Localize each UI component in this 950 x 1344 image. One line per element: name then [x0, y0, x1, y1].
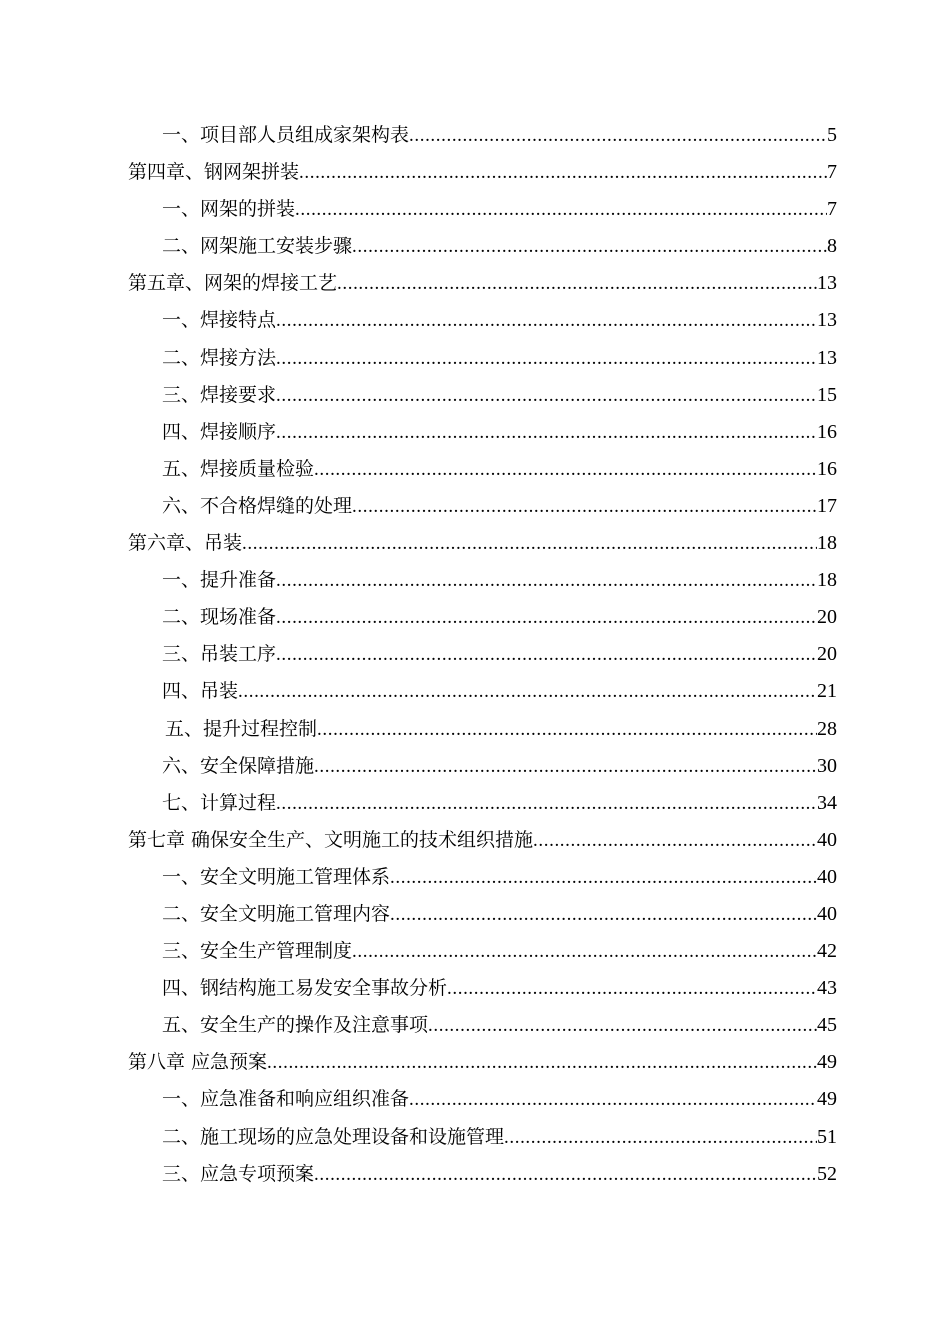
- toc-entry-title: 第七章 确保安全生产、文明施工的技术组织措施: [128, 828, 534, 851]
- toc-dot-leader: [533, 822, 817, 859]
- toc-page-number: 18: [817, 532, 837, 555]
- toc-page-number: 43: [817, 977, 837, 1000]
- toc-entry-title: 三、吊装工序: [162, 643, 277, 666]
- toc-page-number: 40: [817, 828, 837, 851]
- toc-dot-leader: [390, 896, 817, 933]
- toc-entry-title: 二、安全文明施工管理内容: [162, 902, 391, 925]
- toc-entry[interactable]: [128, 785, 837, 822]
- toc-dot-leader: [276, 340, 817, 377]
- table-of-contents: [128, 117, 837, 1193]
- toc-entry[interactable]: [128, 265, 837, 302]
- toc-entry-title: 五、提升过程控制: [165, 717, 318, 740]
- toc-entry-title: 一、安全文明施工管理体系: [162, 865, 391, 888]
- toc-page-number: 13: [817, 309, 837, 332]
- toc-entry[interactable]: [128, 599, 837, 636]
- toc-entry-title: 三、应急专项预案: [162, 1162, 315, 1185]
- toc-entry[interactable]: [128, 117, 837, 154]
- toc-page-number: 49: [817, 1051, 837, 1074]
- toc-page-number: 34: [817, 791, 837, 814]
- toc-entry[interactable]: [128, 1156, 837, 1193]
- toc-entry-title: 三、安全生产管理制度: [162, 940, 353, 963]
- toc-page-number: 15: [817, 383, 837, 406]
- toc-dot-leader: [276, 414, 817, 451]
- toc-page-number: 13: [817, 272, 837, 295]
- toc-entry-title: 四、焊接顺序: [162, 420, 277, 443]
- toc-dot-leader: [447, 970, 817, 1007]
- toc-entry-title: 二、现场准备: [162, 606, 277, 629]
- toc-dot-leader: [314, 451, 817, 488]
- toc-entry-title: 一、项目部人员组成家架构表: [162, 124, 410, 146]
- toc-dot-leader: [295, 191, 827, 228]
- toc-entry-title: 四、吊装: [162, 680, 239, 703]
- toc-dot-leader: [267, 1044, 817, 1081]
- toc-page-number: 30: [817, 754, 837, 777]
- toc-dot-leader: [352, 933, 817, 970]
- toc-entry[interactable]: [128, 562, 837, 599]
- toc-entry-title: 二、网架施工安装步骤: [162, 235, 353, 258]
- toc-entry-title: 第四章、钢网架拼装: [128, 161, 300, 184]
- toc-entry[interactable]: [128, 525, 837, 562]
- toc-dot-leader: [504, 1119, 817, 1156]
- toc-entry[interactable]: [128, 1119, 837, 1156]
- toc-entry-title: 第五章、网架的焊接工艺: [128, 272, 338, 295]
- toc-entry-title: 一、应急准备和响应组织准备: [162, 1088, 410, 1111]
- toc-entry[interactable]: [128, 377, 837, 414]
- toc-entry[interactable]: [128, 228, 837, 265]
- toc-page-number: 51: [817, 1125, 837, 1148]
- toc-page-number: 18: [817, 569, 837, 592]
- toc-page-number: 8: [827, 235, 837, 258]
- toc-page-number: 16: [817, 457, 837, 480]
- toc-entry[interactable]: [128, 970, 837, 1007]
- toc-entry[interactable]: [128, 933, 837, 970]
- toc-page-number: 40: [817, 902, 837, 925]
- toc-entry-title: 二、施工现场的应急处理设备和设施管理: [162, 1125, 505, 1148]
- toc-entry-title: 一、网架的拼装: [162, 198, 296, 221]
- toc-entry[interactable]: [128, 636, 837, 673]
- toc-entry-title: 六、安全保障措施: [162, 754, 315, 777]
- toc-entry[interactable]: [128, 154, 837, 191]
- toc-entry[interactable]: [128, 340, 837, 377]
- toc-dot-leader: [409, 1081, 817, 1118]
- toc-entry[interactable]: [128, 451, 837, 488]
- toc-entry[interactable]: [128, 191, 837, 228]
- toc-page-number: 17: [817, 494, 837, 517]
- toc-page-number: 7: [827, 198, 837, 221]
- toc-dot-leader: [276, 636, 817, 673]
- toc-entry-title: 第六章、吊装: [128, 532, 243, 555]
- toc-page-number: 49: [817, 1088, 837, 1111]
- toc-entry[interactable]: [128, 414, 837, 451]
- toc-entry-title: 七、计算过程: [162, 791, 277, 814]
- toc-page-number: 40: [817, 865, 837, 888]
- toc-dot-leader: [390, 859, 817, 896]
- toc-dot-leader: [299, 154, 827, 191]
- toc-entry[interactable]: [128, 896, 837, 933]
- toc-dot-leader: [428, 1007, 817, 1044]
- toc-page-number: 13: [817, 346, 837, 369]
- toc-entry-title: 四、钢结构施工易发安全事故分析: [162, 977, 448, 1000]
- toc-entry-title: 一、焊接特点: [162, 309, 277, 332]
- toc-dot-leader: [276, 302, 817, 339]
- toc-entry[interactable]: [128, 711, 837, 748]
- toc-page-number: 20: [817, 643, 837, 666]
- toc-page-number: 16: [817, 420, 837, 443]
- toc-entry[interactable]: [128, 859, 837, 896]
- toc-dot-leader: [337, 265, 817, 302]
- toc-dot-leader: [276, 599, 817, 636]
- toc-dot-leader: [409, 117, 827, 154]
- toc-entry[interactable]: [128, 1081, 837, 1118]
- toc-dot-leader: [238, 673, 817, 710]
- toc-dot-leader: [276, 562, 817, 599]
- toc-page-number: 5: [827, 124, 837, 146]
- toc-entry[interactable]: [128, 1044, 837, 1081]
- toc-entry-title: 五、安全生产的操作及注意事项: [162, 1014, 429, 1037]
- toc-page-number: 45: [817, 1014, 837, 1037]
- toc-entry-title: 五、焊接质量检验: [162, 457, 315, 480]
- toc-entry-title: 二、焊接方法: [162, 346, 277, 369]
- toc-dot-leader: [317, 711, 817, 748]
- toc-entry[interactable]: [128, 822, 837, 859]
- toc-page-number: 28: [817, 717, 837, 740]
- toc-entry[interactable]: [128, 488, 837, 525]
- toc-entry-title: 六、不合格焊缝的处理: [162, 494, 353, 517]
- toc-entry[interactable]: [128, 748, 837, 785]
- toc-page-number: 52: [817, 1162, 837, 1185]
- toc-entry-title: 三、焊接要求: [162, 383, 277, 406]
- toc-dot-leader: [276, 785, 817, 822]
- toc-entry[interactable]: [128, 673, 837, 710]
- toc-dot-leader: [314, 1156, 817, 1193]
- toc-dot-leader: [352, 228, 827, 265]
- toc-page-number: 21: [817, 680, 837, 703]
- toc-page-number: 20: [817, 606, 837, 629]
- toc-entry[interactable]: [128, 1007, 837, 1044]
- toc-entry-title: 一、提升准备: [162, 569, 277, 592]
- toc-entry[interactable]: [128, 302, 837, 339]
- toc-dot-leader: [314, 748, 817, 785]
- toc-entry-title: 第八章 应急预案: [128, 1051, 268, 1074]
- toc-dot-leader: [242, 525, 817, 562]
- toc-page-number: 42: [817, 940, 837, 963]
- toc-page-number: 7: [827, 161, 837, 184]
- toc-dot-leader: [352, 488, 817, 525]
- toc-dot-leader: [276, 377, 817, 414]
